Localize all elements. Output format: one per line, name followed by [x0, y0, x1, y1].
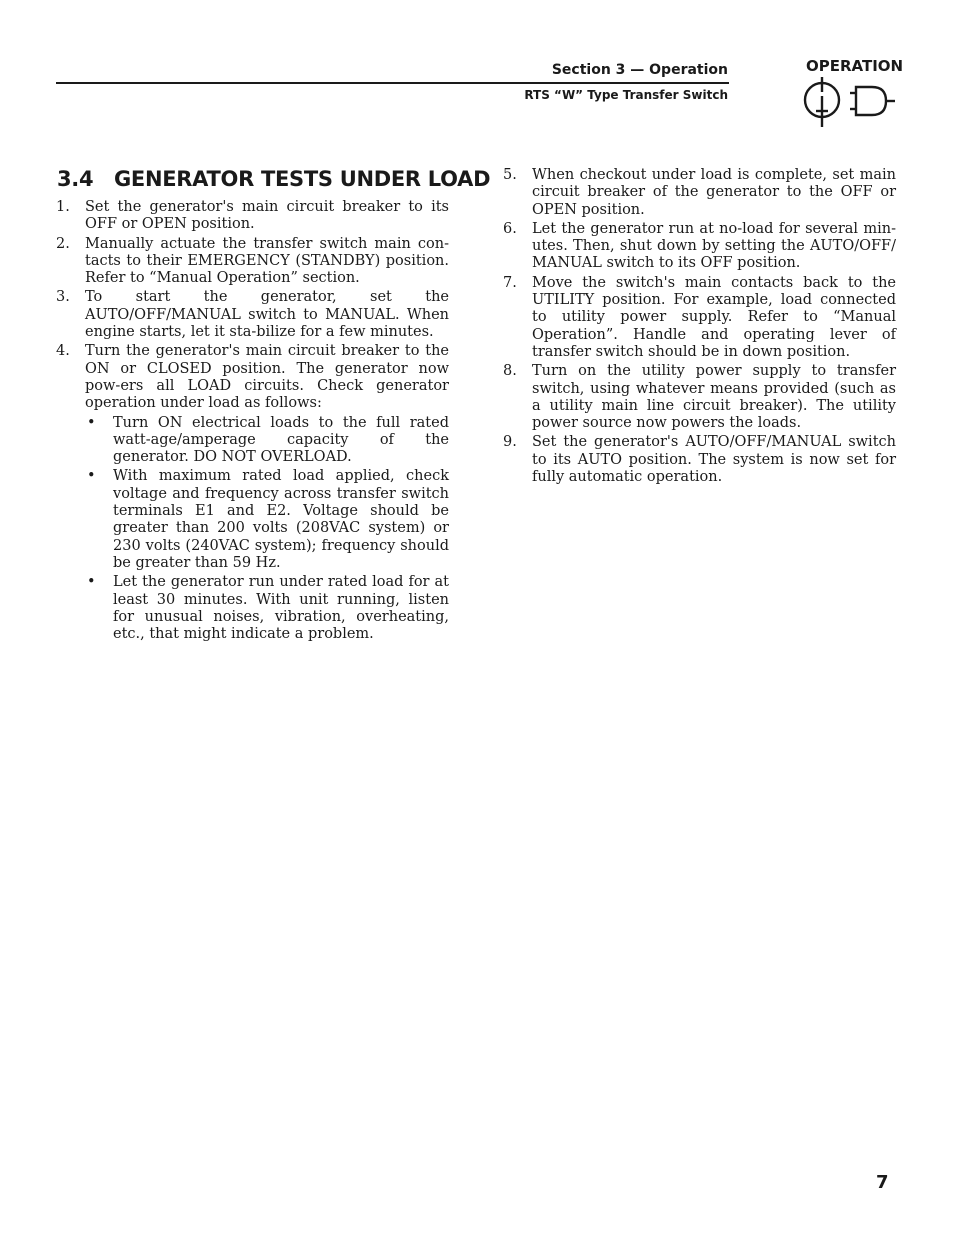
section-title: GENERATOR TESTS UNDER LOAD [114, 167, 491, 191]
bullet-dot: • [87, 414, 96, 431]
item-text: Set the generator's main circuit breaker to its OFF or OPEN position. [85, 199, 449, 233]
item-number: 1. [56, 199, 70, 215]
item-number: 9. [503, 434, 517, 451]
bullet-dot: • [87, 468, 96, 485]
bullet-text: Turn ON electrical loads to the full rated watt-age/amperage capacity of the generator. DO NOT OVERLOAD. [113, 414, 449, 466]
transfer-switch-symbol-icon [800, 75, 898, 131]
list-item [56, 236, 449, 288]
right-column [503, 167, 896, 488]
list-item [503, 275, 896, 361]
list-item [56, 289, 449, 341]
section-number: 3.4 [57, 167, 94, 191]
item-number: 7. [503, 274, 517, 291]
item-number: 3. [56, 289, 70, 306]
bullet-item [56, 415, 449, 467]
item-number: 2. [56, 235, 70, 252]
page-number: 7 [876, 1172, 889, 1193]
section-heading [57, 167, 490, 191]
header-subtitle: RTS “W” Type Transfer Switch [524, 88, 728, 102]
item-text: To start the generator, set the AUTO/OFF/MANUAL switch to MANUAL. When engine starts, let it sta-bilize for a few minutes. [85, 289, 449, 341]
item-text: Set the generator's AUTO/OFF/MANUAL switch to its AUTO position. The system is now set for fully automatic operation. [532, 434, 896, 486]
item-text: When checkout under load is complete, set main circuit breaker of the generator to the OFF or OPEN position. [532, 167, 896, 218]
header-section: Section 3 — Operation [551, 62, 728, 78]
bullet-item [56, 468, 449, 572]
item-text: Turn the generator's main circuit breaker to the ON or CLOSED position. The generator now pow-ers all LOAD circuits. Check generator operation under load as follows: [85, 343, 449, 412]
list-item [503, 221, 896, 273]
bullet-text: Let the generator run under rated load for at least 30 minutes. With unit running, listen for unusual noises, vibration, overheating, etc., that might indicate a problem. [113, 574, 449, 643]
list-item [503, 363, 896, 432]
bullet-dot: • [87, 574, 96, 591]
operation-badge-label: OPERATION [806, 57, 904, 75]
list-item [56, 343, 449, 412]
item-number: 5. [503, 167, 517, 183]
list-item [503, 167, 896, 219]
list-item [503, 434, 896, 486]
item-text: Move the switch's main contacts back to the UTILITY position. For example, load connected to utility power supply. Refer to “Manual Operation”. Handle and operating lever of transfer switch should be in down position. [532, 274, 896, 360]
left-column [56, 199, 449, 645]
bullet-item [56, 574, 449, 643]
item-number: 6. [503, 220, 517, 237]
list-item [56, 199, 449, 234]
header-rule [56, 82, 729, 84]
item-text: Turn on the utility power supply to transfer switch, using whatever means provided (such as a utility main line circuit breaker). The utility power source now powers the loads. [532, 363, 896, 432]
item-text: Manually actuate the transfer switch main con-tacts to their EMERGENCY (STANDBY) position. Refer to “Manual Operation” section. [85, 235, 449, 287]
item-number: 8. [503, 363, 517, 380]
item-text: Let the generator run at no-load for several min-utes. Then, shut down by setting the AUTO/OFF/ MANUAL switch to its OFF position. [532, 220, 896, 272]
item-number: 4. [56, 343, 70, 360]
bullet-text: With maximum rated load applied, check voltage and frequency across transfer switch terminals E1 and E2. Voltage should be greater than 200 volts (208VAC system) or 230 volts (240VAC system); frequency should be greater than 59 Hz. [113, 468, 449, 571]
